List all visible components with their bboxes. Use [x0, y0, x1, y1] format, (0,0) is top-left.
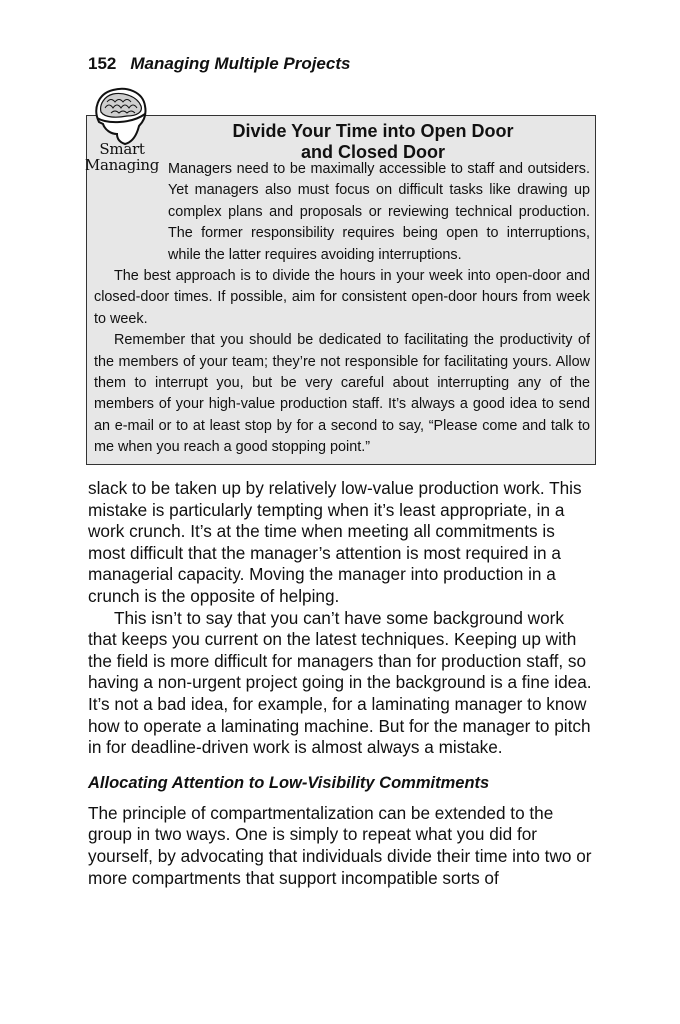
sidebar-body: [94, 159, 590, 459]
badge-line-2: Managing: [84, 156, 160, 174]
section-heading: Allocating Attention to Low-Visibility Commitments: [88, 773, 490, 792]
running-head: [88, 54, 350, 74]
book-title: Managing Multiple Projects: [130, 54, 351, 73]
page-number: 152: [88, 54, 117, 73]
sidebar-title-line-1: Divide Your Time into Open Door: [232, 121, 514, 141]
body-paragraph-2: This isn’t to say that you can’t have some background work that keeps you current on the latest techniques. Keeping up with the field is more difficult for managers than for production staff, so having a non-urgent project going in the background is a fine idea. It’s not a bad idea, for example, for a laminating manager to know how to operate a laminating machine. But for the manager to pitch in for deadline-driven work is almost always a mistake.: [88, 607, 592, 758]
main-text: [88, 478, 596, 889]
badge-line-1: Smart: [99, 140, 145, 158]
sidebar-title: [188, 121, 558, 163]
sidebar-paragraph-2: The best approach is to divide the hours in your week into open-door and closed-door times. If possible, aim for consistent open-door hours from week to week.: [94, 268, 590, 327]
body-paragraph-3: The principle of compartmentalization can be extended to the group in two ways. One is simply to repeat what you did for yourself, by advocating that individuals divide their time into two or more compartments that support incompatible sorts of: [88, 802, 592, 888]
sidebar-paragraph-1: Managers need to be maximally accessible to staff and outsiders. Yet managers also must focus on difficult tasks like drawing up complex plans and proposals or reviewing technical production. The former responsibility requires being open to interruptions, while the latter requires avoiding interruptions.: [168, 161, 590, 263]
body-paragraph-1: slack to be taken up by relatively low-value production work. This mistake is particularly tempting when it’s least appropriate, in a work crunch. It’s at the time when meeting all commitments is most difficult that the manager’s attention is most required in a managerial capacity. Moving the manager into production in a crunch is the opposite of helping.: [88, 478, 582, 606]
sidebar-paragraph-3: Remember that you should be dedicated to facilitating the productivity of the members of your team; they’re not responsible for facilitating yours. Allow them to interrupt you, but be very careful about interrupting any of the members of your high-value production staff. It’s always a good idea to send an e-mail or to at least stop by for a second to say, “Please come and talk to me when you reach a good stopping point.”: [94, 332, 590, 456]
sidebar-title-line-2: and Closed Door: [300, 142, 445, 162]
